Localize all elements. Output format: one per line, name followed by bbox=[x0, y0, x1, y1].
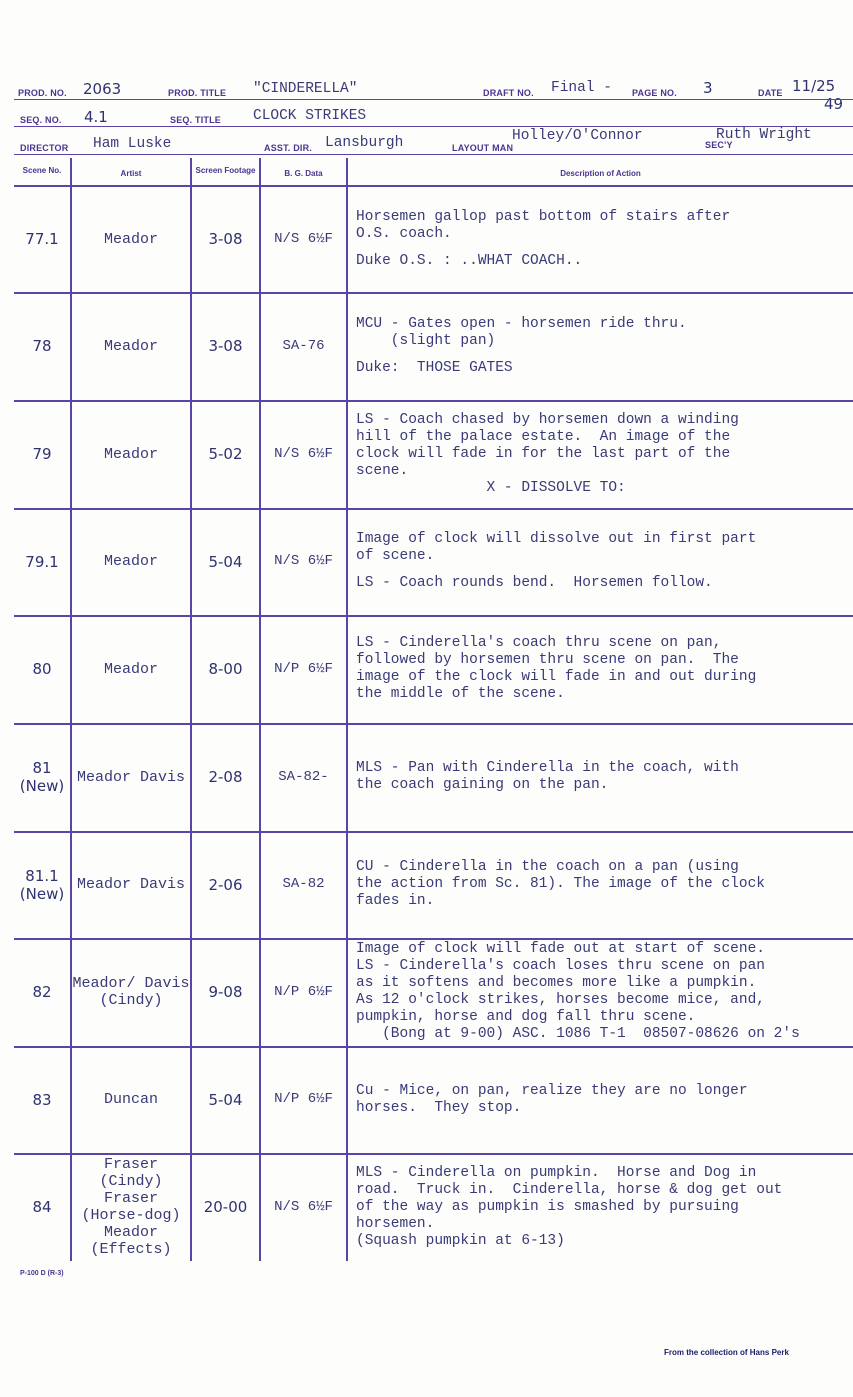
description-line: fades in. bbox=[356, 893, 435, 909]
description-text bbox=[356, 941, 800, 1043]
asst-dir-label: ASST. DIR. bbox=[264, 143, 313, 153]
seq-no-label: SEQ. NO. bbox=[20, 115, 62, 125]
description-of-action bbox=[356, 508, 853, 615]
draft-no: Final - bbox=[551, 80, 612, 96]
bg-data: SA-82 bbox=[282, 876, 325, 892]
description-line: MLS - Pan with Cinderella in the coach, with bbox=[356, 760, 739, 776]
description-text bbox=[356, 635, 756, 703]
scene-number: 79.1 bbox=[25, 552, 59, 571]
screen-footage: 3-08 bbox=[208, 230, 243, 248]
screen-footage: 5-02 bbox=[208, 445, 243, 463]
bg-data: N/S 6½F bbox=[274, 553, 333, 569]
layout-man-label: LAYOUT MAN bbox=[452, 143, 514, 153]
description-of-action bbox=[356, 723, 853, 831]
description-line: hill of the palace estate. An image of the bbox=[356, 428, 731, 445]
description-line: horses. They stop. bbox=[356, 1099, 522, 1116]
bg-data: N/P 6½F bbox=[274, 660, 333, 677]
screen-footage: 8-00 bbox=[208, 660, 243, 678]
layout-man: Holley/O'Connor bbox=[512, 128, 643, 144]
scene-number: 82 bbox=[32, 983, 52, 1001]
description-line bbox=[356, 243, 730, 253]
artist: Meador bbox=[103, 660, 158, 678]
screen-footage: 20-00 bbox=[203, 1198, 248, 1216]
date: 11/25 bbox=[792, 77, 836, 95]
col-bg-data: B. G. Data bbox=[284, 169, 323, 178]
description-line: O.S. coach. bbox=[356, 225, 452, 242]
seq-no: 4.1 bbox=[84, 108, 108, 126]
screen-footage: 9-08 bbox=[208, 983, 243, 1001]
col-description: Description of Action bbox=[560, 169, 641, 178]
description-line: Image of clock will fade out at start of scene. bbox=[356, 941, 765, 957]
scene-number: 79 bbox=[32, 445, 52, 463]
artist: Duncan bbox=[103, 1091, 158, 1108]
prod-title: "CINDERELLA" bbox=[253, 81, 358, 97]
description-line bbox=[356, 350, 687, 360]
description-line: X - DISSOLVE TO: bbox=[356, 479, 626, 496]
description-line: Duke O.S. : ..WHAT COACH.. bbox=[356, 252, 583, 269]
description-line: Horsemen gallop past bottom of stairs after bbox=[356, 208, 731, 225]
description-line: as it softens and becomes more like a pumpkin. bbox=[356, 975, 757, 991]
bg-data: N/S 6½F bbox=[274, 445, 333, 462]
description-line: CU - Cinderella in the coach on a pan (using bbox=[356, 859, 739, 875]
description-line: LS - Cinderella's coach thru scene on pan, bbox=[356, 635, 722, 651]
description-text bbox=[356, 531, 756, 592]
scene-number: 78 bbox=[32, 337, 52, 355]
description-line: the middle of the scene. bbox=[356, 686, 565, 702]
secy: Ruth Wright bbox=[716, 127, 812, 143]
description-line: (Bong at 9-00) ASC. 1086 T-1 08507-08626 on 2's bbox=[356, 1026, 800, 1042]
description-line: Duke: THOSE GATES bbox=[356, 359, 513, 376]
artist: Meador bbox=[103, 445, 158, 463]
description-line: followed by horsemen thru scene on pan. The bbox=[356, 652, 739, 668]
artist: Meador Davis bbox=[76, 768, 186, 786]
description-text bbox=[356, 316, 687, 377]
description-line: pumpkin, horse and dog fall thru scene. bbox=[356, 1009, 696, 1025]
scene-number: 80 bbox=[32, 660, 52, 678]
col-artist: Artist bbox=[120, 169, 142, 178]
description-line: Image of clock will dissolve out in first part bbox=[356, 531, 757, 547]
description-line: LS - Cinderella's coach loses thru scene on pan bbox=[356, 958, 765, 974]
description-text bbox=[356, 1165, 782, 1250]
description-of-action bbox=[356, 831, 853, 938]
screen-footage: 3-08 bbox=[208, 337, 243, 355]
artist: Meador bbox=[103, 230, 158, 248]
col-divider-4 bbox=[346, 158, 348, 1261]
description-line: of scene. bbox=[356, 548, 435, 564]
page-no: 3 bbox=[703, 79, 713, 97]
col-screen-footage: Screen Footage bbox=[195, 166, 256, 175]
col-scene-no: Scene No. bbox=[22, 166, 62, 175]
artist: Fraser (Cindy) Fraser (Horse-dog) Meador (Effects) bbox=[81, 1156, 181, 1258]
draft-no-label: DRAFT NO. bbox=[483, 88, 534, 98]
artist: Meador Davis bbox=[76, 876, 186, 893]
secy-label: SEC'Y bbox=[705, 140, 733, 150]
seq-title: CLOCK STRIKES bbox=[253, 108, 367, 124]
description-of-action bbox=[356, 938, 853, 1046]
screen-footage: 2-08 bbox=[208, 768, 243, 786]
description-line: (slight pan) bbox=[356, 332, 496, 349]
prod-no: 2063 bbox=[83, 80, 122, 98]
description-of-action bbox=[356, 615, 853, 723]
bg-data: SA-76 bbox=[282, 337, 325, 354]
director-label: DIRECTOR bbox=[20, 143, 69, 153]
collection-credit: From the collection of Hans Perk bbox=[664, 1348, 789, 1357]
screen-footage: 5-04 bbox=[208, 552, 243, 571]
description-text bbox=[356, 859, 765, 910]
prod-title-label: PROD. TITLE bbox=[168, 88, 227, 98]
scene-number: 83 bbox=[32, 1090, 52, 1109]
description-of-action bbox=[356, 1046, 853, 1153]
description-of-action bbox=[356, 400, 853, 508]
description-line: image of the clock will fade in and out during bbox=[356, 669, 757, 685]
header-rule-1 bbox=[14, 99, 853, 100]
description-text bbox=[356, 412, 739, 497]
description-text bbox=[356, 760, 739, 794]
seq-title-label: SEQ. TITLE bbox=[170, 115, 222, 125]
description-line: Cu - Mice, on pan, realize they are no longer bbox=[356, 1082, 748, 1099]
description-line: As 12 o'clock strikes, horses become mice, and, bbox=[356, 992, 765, 1008]
header-rule-3 bbox=[14, 154, 853, 155]
scene-number: 81.1 (New) bbox=[19, 866, 65, 903]
description-line: road. Truck in. Cinderella, horse & dog get out bbox=[356, 1181, 783, 1198]
bg-data: SA-82- bbox=[278, 768, 329, 785]
form-code: P-100 D (R-3) bbox=[20, 1270, 64, 1277]
description-of-action bbox=[356, 1153, 853, 1261]
scene-number: 77.1 bbox=[25, 230, 59, 248]
description-line: LS - Coach rounds bend. Horsemen follow. bbox=[356, 575, 713, 591]
description-line: scene. bbox=[356, 462, 409, 479]
description-line: the coach gaining on the pan. bbox=[356, 777, 609, 793]
description-line: horsemen. bbox=[356, 1215, 435, 1232]
description-line: MCU - Gates open - horsemen ride thru. bbox=[356, 315, 687, 332]
description-of-action bbox=[356, 292, 853, 400]
description-text bbox=[356, 1083, 748, 1117]
description-line bbox=[356, 565, 756, 575]
screen-footage: 5-04 bbox=[208, 1090, 243, 1109]
bg-data: N/S 6½F bbox=[274, 230, 333, 247]
description-line: (Squash pumpkin at 6-13) bbox=[356, 1232, 565, 1249]
artist: Meador bbox=[103, 337, 158, 355]
description-line: the action from Sc. 81). The image of the clock bbox=[356, 876, 765, 892]
description-text bbox=[356, 209, 730, 270]
bg-data: N/P 6½F bbox=[274, 1091, 333, 1107]
prod-no-label: PROD. NO. bbox=[18, 88, 67, 98]
bg-data: N/P 6½F bbox=[274, 983, 333, 1000]
page-no-label: PAGE NO. bbox=[632, 88, 677, 98]
description-of-action bbox=[356, 186, 853, 292]
director: Ham Luske bbox=[93, 136, 172, 152]
date-year: 49 bbox=[824, 95, 844, 113]
scene-number: 84 bbox=[32, 1198, 52, 1216]
date-label: DATE bbox=[758, 88, 783, 98]
bg-data: N/S 6½F bbox=[274, 1198, 333, 1215]
description-line: of the way as pumpkin is smashed by pursuing bbox=[356, 1198, 739, 1215]
description-line: clock will fade in for the last part of the bbox=[356, 445, 731, 462]
description-line: LS - Coach chased by horsemen down a winding bbox=[356, 411, 739, 428]
description-line: MLS - Cinderella on pumpkin. Horse and Dog in bbox=[356, 1164, 757, 1181]
asst-dir: Lansburgh bbox=[325, 135, 404, 151]
screen-footage: 2-06 bbox=[208, 875, 243, 894]
scene-number: 81 (New) bbox=[19, 759, 65, 795]
artist: Meador/ Davis (Cindy) bbox=[72, 975, 190, 1009]
artist: Meador bbox=[103, 553, 158, 570]
